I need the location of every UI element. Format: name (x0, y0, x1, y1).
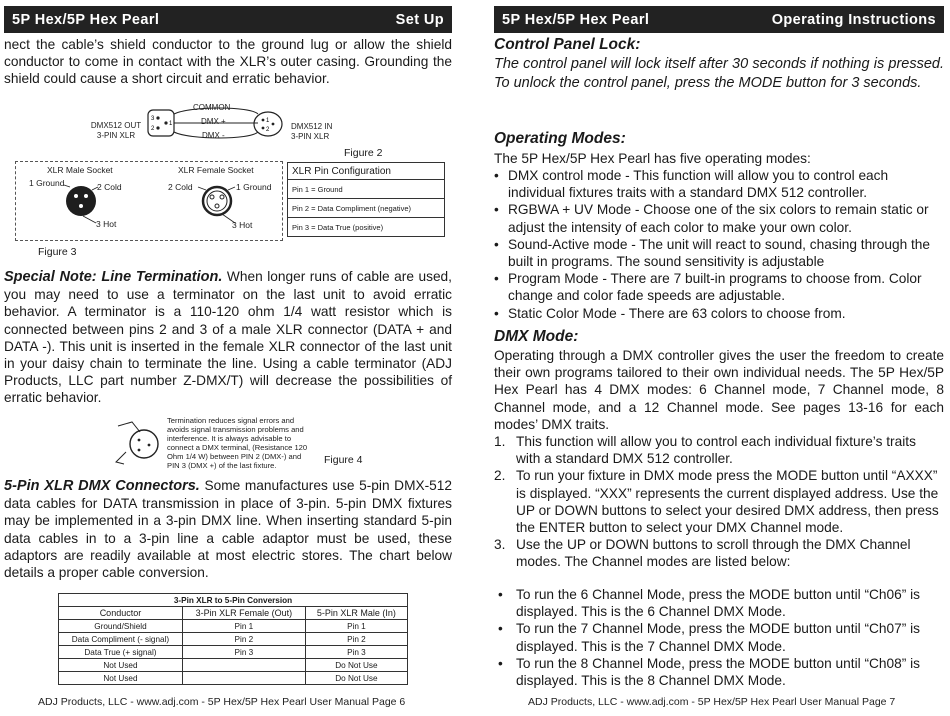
step-text: Use the UP or DOWN buttons to scroll through the DMX Channel modes. The Channel modes are listed below: (516, 537, 911, 570)
right-header-bar (494, 6, 944, 33)
list-item: • To run the 7 Channel Mode, press the MODE button until “Ch07” is displayed. This is the 7 Channel DMX Mode. (498, 621, 920, 654)
five-pin-heading: 5-Pin XLR DMX Connectors. (4, 478, 200, 494)
conversion-table (58, 593, 408, 685)
operating-modes-list (494, 167, 944, 322)
dmx-mode-heading: DMX Mode: (494, 328, 579, 345)
svg-text:3: 3 (151, 116, 155, 122)
table-row (59, 659, 408, 672)
fig2-dmx-plus-label: DMX + (201, 117, 226, 126)
left-header-title: 5P Hex/5P Hex Pearl (12, 11, 160, 28)
list-item: 3. Use the UP or DOWN buttons to scroll through the DMX Channel modes. The Channel modes are listed below: (494, 537, 911, 570)
operating-modes-heading: Operating Modes: (494, 130, 626, 147)
table-row (59, 633, 408, 646)
mode-text: DMX control mode - This function will allow you to control each individual fixtures traits with a standard DMX 512 controller. (508, 168, 889, 201)
table-cell: Pin 3 (305, 646, 407, 659)
fig2-out-line1: DMX512 OUT (90, 121, 142, 130)
svg-text:1: 1 (266, 118, 270, 124)
left-footer: ADJ Products, LLC - www.adj.com - 5P Hex/5P Hex Pearl User Manual Page 6 (38, 696, 406, 708)
step-text: This function will allow you to control each individual fixture’s traits with a standard DMX 512 controller. (516, 434, 916, 467)
conversion-header: Conductor (59, 607, 183, 620)
fig2-out-label (86, 121, 146, 141)
table-cell: Not Used (59, 672, 183, 685)
male-ground-label: 1 Ground (29, 178, 65, 188)
step-text: To run your fixture in DMX mode press the MODE button until “AXXX” is displayed. “XXX” represents the current displayed address. Use the UP or DOWN buttons to select your desired DMX address, then press the ENTER button to select your DMX Channel mode. (516, 468, 939, 536)
termination-heading: Special Note: Line Termination. (4, 269, 223, 285)
channel-mode-text: To run the 6 Channel Mode, press the MODE button until “Ch06” is displayed. This is the 6 Channel DMX Mode. (516, 587, 920, 620)
table-cell: Do Not Use (305, 672, 407, 685)
figure-2-caption: Figure 2 (344, 147, 383, 159)
termination-paragraph (4, 268, 452, 407)
xlr-female-title: XLR Female Socket (178, 165, 254, 175)
table-row (59, 672, 408, 685)
list-item: • RGBWA + UV Mode - Choose one of the six colors to remain static or adjust the intensity of each color to make your own color. (494, 202, 929, 235)
channel-mode-text: To run the 7 Channel Mode, press the MODE button until “Ch07” is displayed. This is the 7 Channel DMX Mode. (516, 621, 920, 654)
right-footer: ADJ Products, LLC - www.adj.com - 5P Hex/5P Hex Pearl User Manual Page 7 (528, 696, 896, 708)
terminator-plug-drawing (110, 418, 166, 468)
female-ground-label: 1 Ground (236, 182, 272, 192)
channel-modes-list (498, 586, 944, 689)
pin-config-row: Pin 1 = Ground (288, 180, 445, 199)
five-pin-body: Some manufactures use 5-pin DMX-512 data cables for DATA transmission in place of 3-pin. 5-pin DMX fixtures may be implemented in a 3-pin DMX line. When inserting standard 5-pin data cables in to a 3-pin line a cable adaptor must be used, these adaptors are readily available at most electric stores. The chart below details a proper cable conversion. (4, 478, 452, 581)
table-cell: Do Not Use (305, 659, 407, 672)
list-item: 2. To run your fixture in DMX mode press the MODE button until “AXXX” is displayed. “XXX” represents the current displayed address. Use the UP or DOWN buttons to select your desired DMX address, then press the ENTER button to select your DMX Channel mode. (494, 468, 939, 536)
table-cell: Not Used (59, 659, 183, 672)
table-cell: Pin 2 (182, 633, 305, 646)
control-panel-lock-text: The control panel will lock itself after 30 seconds if nothing is pressed. To unlock the control panel, press the MODE button for 3 seconds. (494, 56, 944, 91)
fig2-common-label: COMMON (193, 103, 231, 112)
table-cell: Pin 1 (305, 620, 407, 633)
fig2-in-line1: DMX512 IN (291, 122, 333, 131)
left-header-section: Set Up (395, 11, 444, 28)
svg-text:2: 2 (266, 127, 270, 133)
xlr-male-title: XLR Male Socket (47, 165, 113, 175)
pin-config-title: XLR Pin Configuration (288, 163, 445, 180)
list-item: • Program Mode - There are 7 built-in programs to choose from. Color change and color fade speeds are adjustable. (494, 271, 922, 304)
table-cell (182, 659, 305, 672)
control-panel-lock-heading: Control Panel Lock: (494, 36, 641, 53)
mode-text: RGBWA + UV Mode - Choose one of the six colors to remain static or adjust the intensity of each color to make your own color. (508, 202, 929, 235)
svg-text:1: 1 (169, 121, 173, 127)
male-hot-label: 3 Hot (96, 219, 117, 229)
list-item: • DMX control mode - This function will allow you to control each individual fixtures traits with a standard DMX 512 controller. (494, 168, 889, 201)
list-item: • Static Color Mode - There are 63 colors to choose from. (494, 305, 846, 321)
conversion-table-title: 3-Pin XLR to 5-Pin Conversion (59, 594, 408, 607)
conversion-header: 3-Pin XLR Female (Out) (182, 607, 305, 620)
list-item: • To run the 8 Channel Mode, press the MODE button until “Ch08” is displayed. This is the 8 Channel DMX Mode. (498, 655, 920, 689)
table-row (59, 646, 408, 659)
conversion-header: 5-Pin XLR Male (In) (305, 607, 407, 620)
table-cell: Data True (+ signal) (59, 646, 183, 659)
termination-body: When longer runs of cable are used, you may need to use a terminator on the last unit to avoid erratic behavior. A terminator is a 110-120 ohm 1/4 watt resistor which is connected between pins 2 and 3 of a male XLR connector (DATA + and DATA -). This unit is inserted in the female XLR connector of the last unit in your daisy chain to terminate the line. Using a cable terminator (ADJ Products, LLC part number Z-DMX/T) will decrease the possibilities of erratic behavior. (4, 269, 452, 406)
table-cell: Pin 3 (182, 646, 305, 659)
pin-config-table (287, 162, 445, 237)
mode-text: Sound-Active mode - The unit will react to sound, chasing through the built in programs. The sound sensitivity is adjustable (508, 236, 931, 270)
mode-text: Program Mode - There are 7 built-in programs to choose from. Color change and color fade speeds are adjustable. (508, 271, 922, 304)
dmx-mode-text: Operating through a DMX controller gives the user the freedom to create their own programs tailored to their own individual needs. The 5P Hex/5P Hex Pearl has 4 DMX modes: 6 Channel mode, 7 Channel mode, 8 Channel mode, and a 12 Channel mode. See pages 13-16 for each modes’ DMX traits. (494, 348, 944, 432)
pin-config-row: Pin 2 = Data Compliment (negative) (288, 199, 445, 218)
female-cold-label: 2 Cold (168, 182, 193, 192)
right-page (488, 0, 950, 716)
table-cell: Data Compliment (- signal) (59, 633, 183, 646)
table-cell (182, 672, 305, 685)
table-row (59, 620, 408, 633)
operating-modes-intro: The 5P Hex/5P Hex Pearl has five operating modes: (494, 151, 811, 166)
left-header-bar (4, 6, 452, 33)
table-cell: Ground/Shield (59, 620, 183, 633)
male-cold-label: 2 Cold (97, 182, 122, 192)
figure-3-caption: Figure 3 (38, 246, 77, 258)
list-item: 1. This function will allow you to control each individual fixture’s traits with a standard DMX 512 controller. (494, 434, 916, 467)
pin-config-row: Pin 3 = Data True (positive) (288, 218, 445, 237)
left-page (0, 0, 460, 716)
table-cell: Pin 2 (305, 633, 407, 646)
right-header-title: 5P Hex/5P Hex Pearl (502, 11, 650, 28)
list-item: • To run the 6 Channel Mode, press the MODE button until “Ch06” is displayed. This is the 6 Channel DMX Mode. (498, 587, 920, 620)
table-cell: Pin 1 (182, 620, 305, 633)
shield-intro-text: nect the cable’s shield conductor to the ground lug or allow the shield conductor to come in contact with the XLR’s outer casing. Grounding the shield could cause a short circuit and erratic behavior. (4, 37, 452, 87)
fig2-out-line2: 3-PIN XLR (96, 131, 136, 140)
channel-mode-text: To run the 8 Channel Mode, press the MODE button until “Ch08” is displayed. This is the 8 Channel DMX Mode. (516, 655, 920, 689)
right-header-section: Operating Instructions (771, 11, 936, 28)
fig2-in-line2: 3-PIN XLR (291, 132, 330, 141)
svg-text:2: 2 (151, 126, 155, 132)
fig2-in-label (291, 122, 332, 142)
five-pin-paragraph (4, 477, 452, 581)
figure-4-caption: Figure 4 (324, 454, 363, 466)
mode-text: Static Color Mode - There are 63 colors to choose from. (508, 305, 846, 321)
list-item: • Sound-Active mode - The unit will react to sound, chasing through the built in programs. The sound sensitivity is adjustable (494, 236, 931, 270)
fig2-dmx-minus-label: DMX - (202, 131, 225, 140)
female-hot-label: 3 Hot (232, 220, 253, 230)
termination-note: Termination reduces signal errors and avoids signal transmission problems and interference. It is always advisable to connect a DMX terminal, (Resistance 120 Ohm 1/4 W) between PIN 2 (DMX-) and PIN 3 (DMX +) of the last fixture. (167, 416, 308, 470)
dmx-steps-list (494, 433, 944, 571)
